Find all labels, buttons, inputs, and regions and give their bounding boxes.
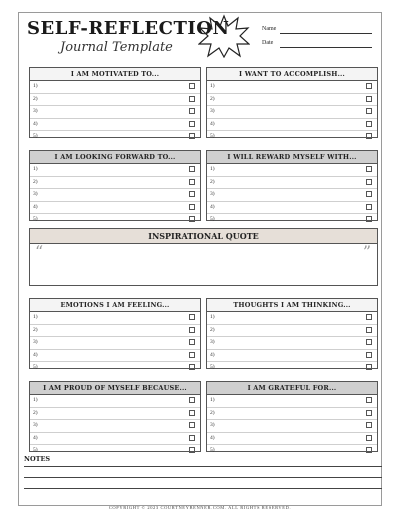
item-checkbox[interactable]	[189, 83, 195, 89]
section-header: I AM MOTIVATED TO...	[30, 68, 200, 81]
item-checkbox[interactable]	[366, 166, 372, 172]
date-label: Date	[262, 40, 274, 46]
item-checkbox[interactable]	[189, 435, 195, 441]
item-checkbox[interactable]	[189, 314, 195, 320]
section-rows	[207, 312, 377, 374]
item-checkbox[interactable]	[189, 397, 195, 403]
item-number: 4)	[33, 351, 38, 358]
item-checkbox[interactable]	[366, 133, 372, 139]
item-checkbox[interactable]	[366, 314, 372, 320]
section-header: EMOTIONS I AM FEELING...	[30, 299, 200, 312]
section-rows	[207, 164, 377, 226]
footer-copyright: COPYRIGHT © 2023 COURTNEYBENNER.COM. ALL RIGHTS RESERVED.	[108, 505, 292, 510]
item-checkbox[interactable]	[366, 108, 372, 114]
list-item[interactable]	[30, 164, 200, 177]
item-number: 4)	[210, 120, 215, 127]
item-checkbox[interactable]	[366, 364, 372, 370]
item-number: 1)	[33, 166, 38, 172]
item-number: 5)	[33, 364, 38, 370]
section-rows	[30, 312, 200, 374]
item-checkbox[interactable]	[366, 339, 372, 345]
list-item[interactable]	[207, 164, 377, 177]
item-number: 4)	[33, 120, 38, 127]
list-item[interactable]	[30, 81, 200, 94]
list-item[interactable]	[207, 420, 377, 433]
page-title: SELF-REFLECTION	[27, 18, 230, 39]
item-number: 2)	[210, 409, 215, 416]
name-line	[280, 33, 372, 34]
list-item[interactable]	[30, 362, 200, 374]
list-item[interactable]	[30, 106, 200, 119]
date-line	[280, 47, 372, 48]
section-header: THOUGHTS I AM THINKING...	[207, 299, 377, 312]
list-item[interactable]	[30, 445, 200, 457]
list-item[interactable]	[30, 395, 200, 408]
item-checkbox[interactable]	[189, 96, 195, 102]
list-item[interactable]	[30, 408, 200, 421]
item-number: 1)	[210, 166, 215, 172]
list-item[interactable]	[207, 350, 377, 363]
item-checkbox[interactable]	[189, 447, 195, 453]
section-rows	[30, 81, 200, 143]
section-header: I WILL REWARD MYSELF WITH...	[207, 151, 377, 164]
item-checkbox[interactable]	[189, 364, 195, 370]
item-checkbox[interactable]	[366, 447, 372, 453]
item-number: 5)	[33, 447, 38, 453]
list-item[interactable]	[30, 202, 200, 215]
item-number: 3)	[210, 108, 215, 114]
item-number: 1)	[33, 83, 38, 89]
item-checkbox[interactable]	[189, 422, 195, 428]
close-quote-icon: ”	[362, 242, 371, 261]
item-checkbox[interactable]	[189, 121, 195, 127]
item-checkbox[interactable]	[189, 191, 195, 197]
item-number: 3)	[33, 339, 38, 345]
section-header: I AM GRATEFUL FOR...	[207, 382, 377, 395]
item-number: 5)	[210, 364, 215, 370]
starburst-icon	[198, 14, 250, 58]
list-item[interactable]	[30, 350, 200, 363]
item-number: 3)	[33, 108, 38, 114]
section-rows	[30, 164, 200, 226]
item-checkbox[interactable]	[189, 133, 195, 139]
item-number: 1)	[33, 397, 38, 403]
item-checkbox[interactable]	[189, 204, 195, 210]
item-checkbox[interactable]	[366, 179, 372, 185]
list-item[interactable]	[207, 106, 377, 119]
item-checkbox[interactable]	[366, 410, 372, 416]
section-rows	[207, 81, 377, 143]
item-number: 2)	[33, 95, 38, 102]
item-number: 1)	[210, 83, 215, 89]
item-number: 1)	[210, 397, 215, 403]
quote-box[interactable]	[29, 228, 378, 286]
list-item[interactable]	[207, 119, 377, 132]
item-checkbox[interactable]	[366, 83, 372, 89]
list-item[interactable]	[30, 214, 200, 226]
open-quote-icon: “	[35, 242, 44, 261]
item-checkbox[interactable]	[189, 108, 195, 114]
item-checkbox[interactable]	[189, 339, 195, 345]
list-item[interactable]	[30, 312, 200, 325]
item-checkbox[interactable]	[366, 435, 372, 441]
section-emotions	[29, 298, 201, 369]
item-checkbox[interactable]	[366, 422, 372, 428]
item-checkbox[interactable]	[366, 327, 372, 333]
list-item[interactable]	[30, 325, 200, 338]
item-checkbox[interactable]	[366, 121, 372, 127]
list-item[interactable]	[207, 433, 377, 446]
section-thoughts	[206, 298, 378, 369]
list-item[interactable]	[207, 312, 377, 325]
section-proud	[29, 381, 201, 452]
item-number: 1)	[33, 314, 38, 320]
section-motivated	[29, 67, 201, 138]
list-item[interactable]	[30, 119, 200, 132]
item-number: 4)	[33, 434, 38, 441]
section-looking-forward	[29, 150, 201, 221]
item-checkbox[interactable]	[189, 327, 195, 333]
list-item[interactable]	[207, 337, 377, 350]
section-accomplish	[206, 67, 378, 138]
item-number: 5)	[33, 216, 38, 222]
item-checkbox[interactable]	[189, 352, 195, 358]
item-number: 4)	[210, 434, 215, 441]
item-checkbox[interactable]	[189, 166, 195, 172]
list-item[interactable]	[207, 202, 377, 215]
item-checkbox[interactable]	[366, 397, 372, 403]
section-header: I AM PROUD OF MYSELF BECAUSE...	[30, 382, 200, 395]
item-number: 5)	[210, 447, 215, 453]
item-checkbox[interactable]	[366, 352, 372, 358]
item-checkbox[interactable]	[189, 410, 195, 416]
item-checkbox[interactable]	[366, 204, 372, 210]
item-number: 4)	[33, 203, 38, 210]
item-number: 2)	[210, 178, 215, 185]
list-item[interactable]	[30, 337, 200, 350]
item-number: 2)	[33, 409, 38, 416]
section-header: I WANT TO ACCOMPLISH...	[207, 68, 377, 81]
list-item[interactable]	[207, 214, 377, 226]
item-checkbox[interactable]	[366, 216, 372, 222]
item-checkbox[interactable]	[189, 179, 195, 185]
list-item[interactable]	[207, 395, 377, 408]
item-number: 5)	[33, 133, 38, 139]
item-number: 3)	[33, 422, 38, 428]
list-item[interactable]	[30, 177, 200, 190]
list-item[interactable]	[207, 94, 377, 107]
section-grateful	[206, 381, 378, 452]
list-item[interactable]	[207, 177, 377, 190]
notes-line[interactable]	[24, 488, 382, 489]
page-subtitle: Journal Template	[60, 40, 173, 55]
notes-label: NOTES	[24, 455, 51, 463]
list-item[interactable]	[207, 81, 377, 94]
list-item[interactable]	[30, 189, 200, 202]
section-header: I AM LOOKING FORWARD TO...	[30, 151, 200, 164]
item-number: 2)	[210, 326, 215, 333]
item-checkbox[interactable]	[366, 191, 372, 197]
quote-header: INSPIRATIONAL QUOTE	[30, 229, 377, 244]
list-item[interactable]	[30, 131, 200, 143]
section-reward	[206, 150, 378, 221]
item-number: 5)	[210, 133, 215, 139]
list-item[interactable]	[207, 131, 377, 143]
item-number: 3)	[210, 422, 215, 428]
list-item[interactable]	[207, 445, 377, 457]
item-number: 5)	[210, 216, 215, 222]
section-rows	[207, 395, 377, 457]
item-number: 2)	[33, 178, 38, 185]
list-item[interactable]	[30, 433, 200, 446]
section-rows	[30, 395, 200, 457]
item-number: 4)	[210, 203, 215, 210]
item-checkbox[interactable]	[366, 96, 372, 102]
item-number: 3)	[33, 191, 38, 197]
item-number: 3)	[210, 191, 215, 197]
item-checkbox[interactable]	[189, 216, 195, 222]
notes-line[interactable]	[24, 477, 382, 478]
item-number: 1)	[210, 314, 215, 320]
list-item[interactable]	[207, 408, 377, 421]
list-item[interactable]	[207, 325, 377, 338]
item-number: 3)	[210, 339, 215, 345]
list-item[interactable]	[30, 94, 200, 107]
list-item[interactable]	[207, 189, 377, 202]
list-item[interactable]	[30, 420, 200, 433]
name-label: Name	[262, 26, 277, 32]
list-item[interactable]	[207, 362, 377, 374]
notes-line[interactable]	[24, 466, 382, 467]
item-number: 2)	[210, 95, 215, 102]
item-number: 2)	[33, 326, 38, 333]
item-number: 4)	[210, 351, 215, 358]
